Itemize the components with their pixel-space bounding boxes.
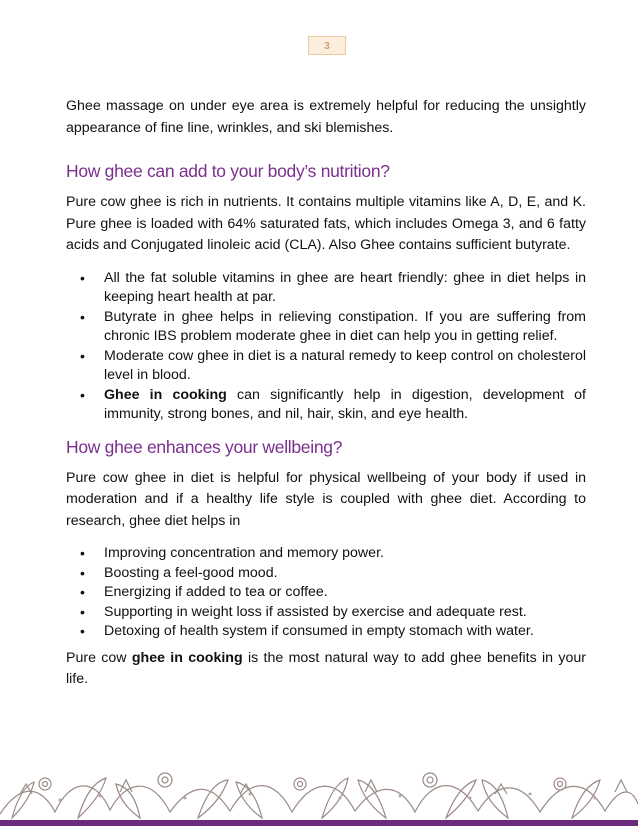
list-item: • Boosting a feel-good mood. (66, 564, 586, 584)
document-body (66, 96, 586, 691)
list-item: • Detoxing of health system if consumed in empty stomach with water. (66, 622, 586, 642)
closing-text-post: is the most natural way to add ghee benefits in your life. (66, 649, 586, 687)
wellbeing-paragraph: Pure cow ghee in diet is helpful for physical wellbeing of your body if used in moderation and if a healthy life style is coupled with ghee diet. According to research, ghee diet helps in (66, 469, 586, 529)
nutrition-bullet-list (66, 269, 586, 425)
list-item-text: can significantly help in digestion, development of immunity, strong bones, and nil, hair, skin, and eye health. (104, 386, 586, 422)
bold-phrase: ghee in cooking (131, 649, 243, 666)
page-number-badge: 3 (308, 36, 346, 55)
list-item: • Supporting in weight loss if assisted by exercise and adequate rest. (66, 603, 586, 623)
section-heading-wellbeing: How ghee enhances your wellbeing? (66, 436, 343, 457)
list-item: • Improving concentration and memory power. (66, 544, 586, 564)
section-heading-nutrition: How ghee can add to your body’s nutrition? (66, 161, 390, 181)
bold-phrase: Ghee in cooking (104, 386, 227, 403)
floral-ornament-border (0, 754, 638, 826)
closing-paragraph (66, 648, 586, 691)
list-item: • Moderate cow ghee in diet is a natural remedy to keep control on cholesterol level in blood. (66, 347, 586, 386)
list-item (66, 386, 586, 425)
closing-text-pre: Pure cow (66, 649, 132, 666)
list-item: • Energizing if added to tea or coffee. (66, 583, 586, 603)
intro-paragraph: Ghee massage on under eye area is extremely helpful for reducing the unsightly appearance of fine line, wrinkles, and ski blemishes. (66, 98, 586, 136)
list-item: • Butyrate in ghee helps in relieving constipation. If you are suffering from chronic IBS problem moderate ghee in diet can help you in getting relief. (66, 308, 586, 347)
nutrition-paragraph: Pure cow ghee is rich in nutrients. It contains multiple vitamins like A, D, E, and K. Pure ghee is loaded with 64% saturated fats, which includes Omega 3, and 6 fatty acids and Conjugated linoleic acid (CLA). Also Ghee contains sufficient butyrate. (66, 194, 586, 253)
list-item: • All the fat soluble vitamins in ghee are heart friendly: ghee in diet helps in keeping heart health at par. (66, 269, 586, 308)
wellbeing-bullet-list (66, 544, 586, 642)
